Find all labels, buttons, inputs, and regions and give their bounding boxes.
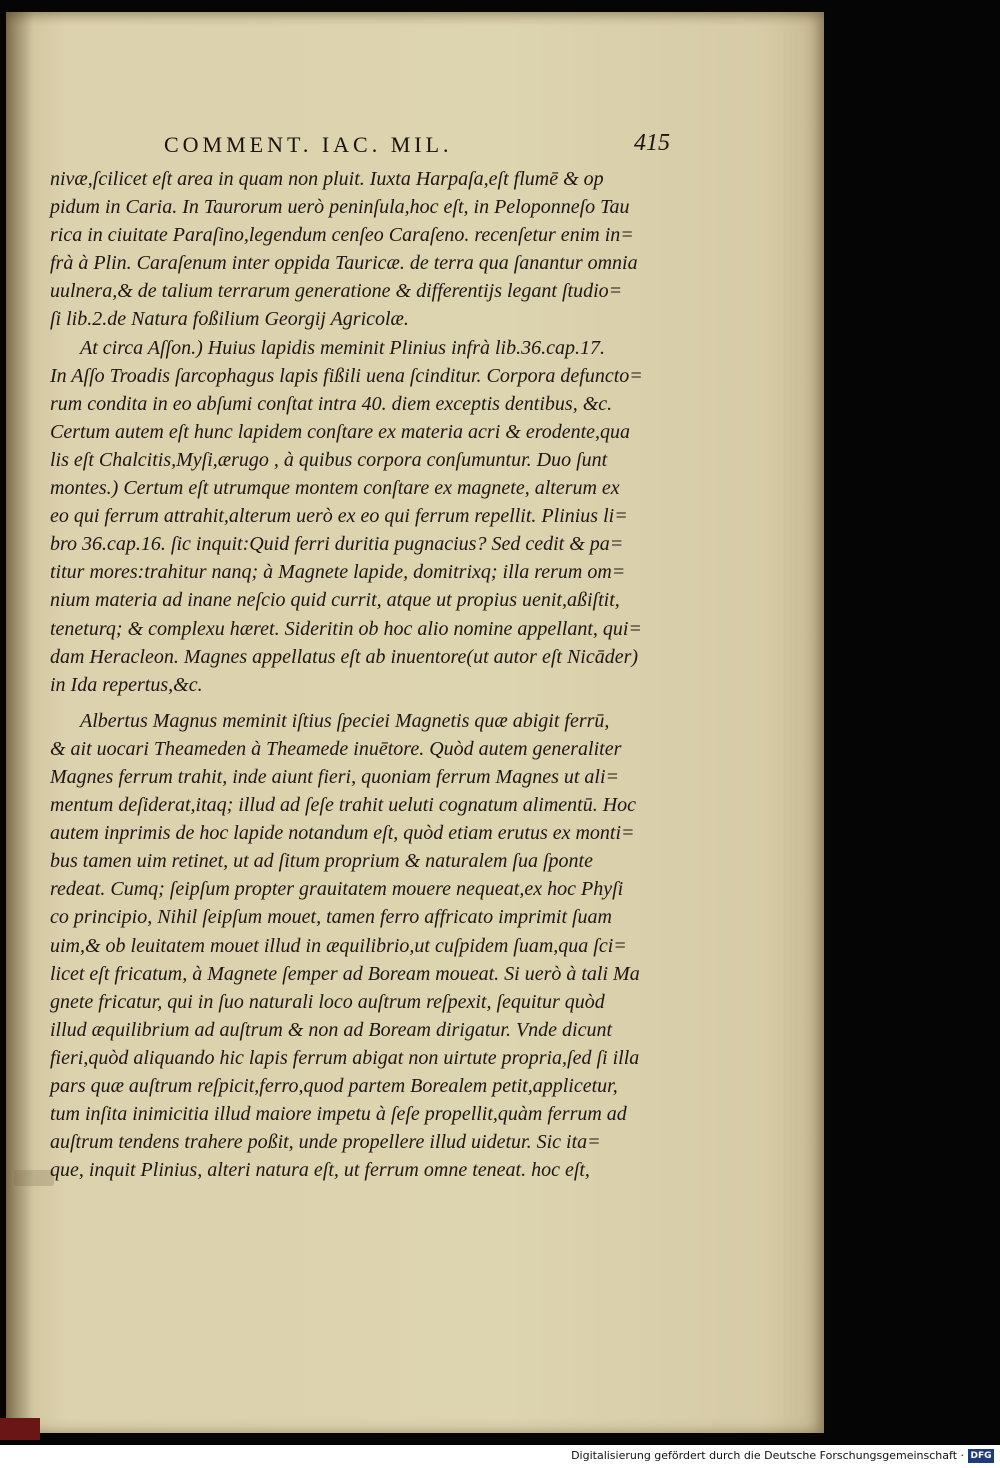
text-line: pars quæ auſtrum reſpicit,ferro,quod partem Borealem petit,applicetur, <box>50 1075 618 1097</box>
text-line: dam Heracleon. Magnes appellatus eſt ab inuentore(ut autor eſt Nicāder) <box>50 645 639 668</box>
text-line: montes.) Certum eſt utrumque montem conſtare ex magnete, alterum ex <box>50 477 620 500</box>
text-line: in Ida repertus,&c. <box>50 673 203 696</box>
text-line: rica in ciuitate Paraſino,legendum cenſeo Caraſeno. recenſetur enim in= <box>50 224 634 247</box>
text-line: teneturq; & complexu hæret. Sideritin ob hoc alio nomine appellant, qui= <box>50 617 642 640</box>
text-line: auſtrum tendens trahere poßit, unde propellere illud uidetur. Sic ita= <box>50 1131 601 1154</box>
text-line: & ait uocari Theameden à Theamede inuētore. Quòd autem generaliter <box>50 737 622 760</box>
gutter-shadow <box>6 12 34 1433</box>
text-line: lis eſt Chalcitis,Myſi,ærugo , à quibus corpora conſumuntur. Duo ſunt <box>50 448 608 471</box>
text-line: At circa Aſſon.) Huius lapidis meminit Plinius infrà lib.36.cap.17. <box>80 336 605 359</box>
footer-bar <box>0 1445 1000 1468</box>
text-line: Magnes ferrum trahit, inde aiunt fieri, quoniam ferrum Magnes ut ali= <box>50 765 620 788</box>
text-line: pidum in Caria. In Taurorum uerò peninſula,hoc eſt, in Peloponneſo Tau <box>50 196 630 219</box>
text-line: nivæ,ſcilicet eſt area in quam non pluit. Iuxta Harpaſa,eſt flumē & op <box>50 168 604 190</box>
text-line: tum inſita inimicitia illud maiore impetu à ſeſe propellit,quàm ferrum ad <box>50 1103 627 1126</box>
running-head: COMMENT. IAC. MIL. <box>164 132 453 157</box>
text-line: Albertus Magnus meminit iſtius ſpeciei Magnetis quæ abigit ferrū, <box>80 709 610 732</box>
text-line: titur mores:trahitur nanq; à Magnete lapide, domitrixq; illa rerum om= <box>50 561 626 584</box>
text-line: autem inprimis de hoc lapide notandum eſt, quòd etiam erutus ex monti= <box>50 822 635 845</box>
text-line: uulnera,& de talium terrarum generatione & differentijs legant ſtudio= <box>50 280 623 303</box>
page-number: 415 <box>634 130 670 156</box>
text-line: frà à Plin. Caraſenum inter oppida Tauricæ. de terra qua ſanantur omnia <box>50 252 638 275</box>
text-line: nium materia ad inane neſcio quid currit, atque ut propius uenit,aßiſtit, <box>50 589 620 612</box>
text-line: Certum autem eſt hunc lapidem conſtare ex materia acri & erodente,qua <box>50 420 631 443</box>
text-line: rum condita in eo abſumi conſtat intra 40. diem exceptis dentibus, &c. <box>50 392 613 415</box>
text-line: gnete fricatur, qui in ſuo naturali loco auſtrum reſpexit, ſequitur quòd <box>50 990 605 1013</box>
text-line: In Aſſo Troadis ſarcophagus lapis fißili uena ſcinditur. Corpora defuncto= <box>50 364 643 387</box>
body-text <box>50 165 690 1184</box>
text-line: mentum deſiderat,itaq; illud ad ſeſe trahit ueluti cognatum alimentū. Hoc <box>50 794 637 817</box>
text-line: co principio, Nihil ſeipſum mouet, tamen ferro affricato imprimit ſuam <box>50 906 613 929</box>
text-line: que, inquit Plinius, alteri natura eſt, ut ferrum omne teneat. hoc eſt, <box>50 1159 590 1182</box>
text-line: bus tamen uim retinet, ut ad ſitum proprium & naturalem ſua ſponte <box>50 850 593 873</box>
text-line: bro 36.cap.16. ſic inquit:Quid ferri duritia pugnacius? Sed cedit & pa= <box>50 533 624 556</box>
text-line: licet eſt fricatum, à Magnete ſemper ad Boream moueat. Si uerò à tali Ma <box>50 962 640 985</box>
text-line: redeat. Cumq; ſeipſum propter grauitatem mouere nequeat,ex hoc Phyſi <box>50 878 624 901</box>
color-calibration-mark <box>0 1418 40 1440</box>
text-line: ſi lib.2.de Natura foßilium Georgij Agricolæ. <box>50 308 409 331</box>
text-line: illud æquilibrium ad auſtrum & non ad Boream dirigatur. Vnde dicunt <box>50 1018 613 1041</box>
text-line: eo qui ferrum attrahit,alterum uerò ex eo qui ferrum repellit. Plinius li= <box>50 505 628 528</box>
text-line: fieri,quòd aliquando hic lapis ferrum abigat non uirtute propria,ſed ſi illa <box>50 1046 640 1069</box>
funding-credit: Digitalisierung gefördert durch die Deutsche Forschungsgemeinschaft · <box>571 1449 964 1462</box>
dfg-logo: DFG <box>968 1449 994 1463</box>
margin-stain <box>14 1170 54 1186</box>
text-line: uim,& ob leuitatem mouet illud in æquilibrio,ut cuſpidem ſuam,qua ſci= <box>50 934 627 957</box>
